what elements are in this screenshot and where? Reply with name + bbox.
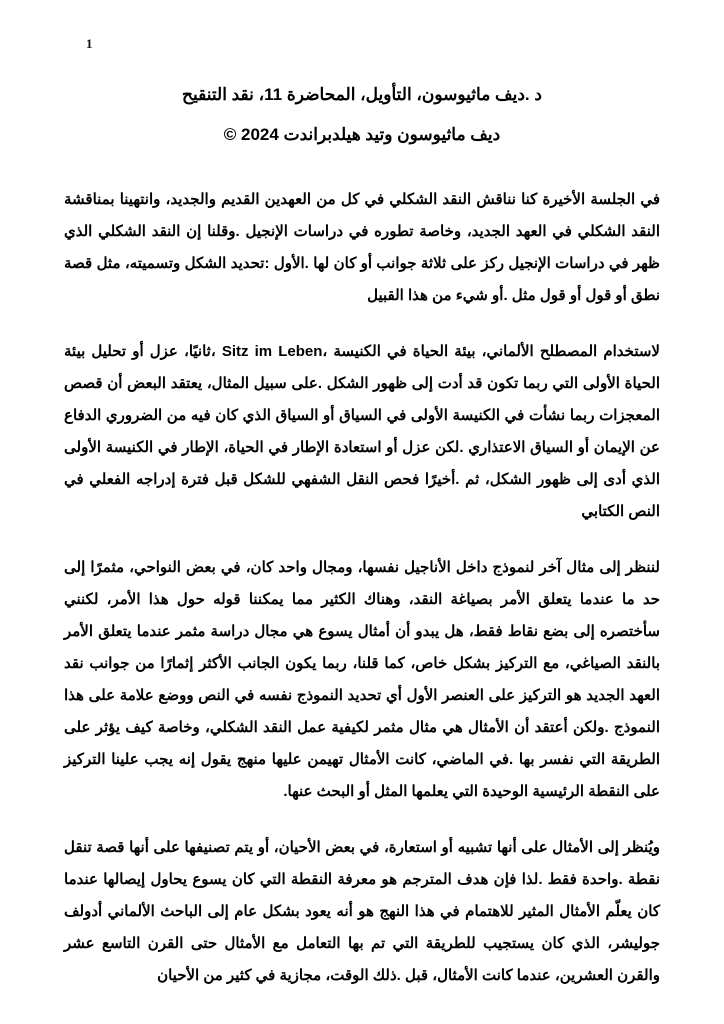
document-title: د .ديف ماثيوسون، التأويل، المحاضرة 11، نقد التنقيح bbox=[182, 85, 542, 104]
page-number: 1 bbox=[86, 36, 93, 51]
body-paragraph-2: لاستخدام المصطلح الألماني، بيئة الحياة في الكنيسة ،Sitz im Leben ،ثانيًا، عزل أو تحليل بيئة الحياة الأولى التي ربما تكون قد أدت إلى ظهور الشكل .على سبيل المثال، يعتقد البعض أن قصص المعجزات ربما نشأت في الكنيسة الأولى في السياق أو السياق الذي كان فيه من الضروري الدفاع عن الإيمان أو السياق الاعتذاري .لكن عزل أو استعادة الإطار في الحياة، الإطار في الكنيسة الأولى الذي أدى إلى ظهور الشكل، ثم .أخيرًا فحص النقل الشفهي للشكل قبل فترة إدراجه الفعلي في النص الكتابي bbox=[64, 343, 660, 520]
body-paragraph-3: لننظر إلى مثال آخر لنموذج داخل الأناجيل نفسها، ومجال واحد كان، في بعض النواحي، مثمرًا إلى حد ما عندما يتعلق الأمر بصياغة النقد، وهناك الكثير مما يمكننا قوله حول هذا الأمر، لكنني سأختصره إلى بضع نقاط فقط، هل يبدو أن أمثال يسوع هي مجال دراسة مثمر عندما يتعلق الأمر بالنقد الصياغي، مع التركيز بشكل خاص، كما قلنا، ربما يكون الجانب الأكثر إثمارًا من جوانب نقد العهد الجديد هو التركيز على العنصر الأول أي تحديد النموذج نفسه في النص ووضع علامة على هذا النموذج .ولكن أعتقد أن الأمثال هي مثال مثمر لكيفية عمل النقد الشكلي، وخاصة كيف يؤثر على الطريقة التي نفسر بها .في الماضي، كانت الأمثال تهيمن عليها منهج يقول إنه يجب علينا التركيز على النقطة الرئيسية الوحيدة التي يعلمها المثل أو البحث عنها. bbox=[64, 559, 661, 800]
document-copyright-line: ديف ماثيوسون وتيد هيلدبراندت 2024 © bbox=[223, 125, 501, 144]
document-body bbox=[64, 184, 660, 992]
body-paragraph-1: في الجلسة الأخيرة كنا نناقش النقد الشكلي في كل من العهدين القديم والجديد، وانتهينا بمناقشة النقد الشكلي في العهد الجديد، وخاصة تطوره في دراسات الإنجيل .وقلنا إن النقد الشكلي الذي ظهر في دراسات الإنجيل ركز على ثلاثة جوانب أو كان لها .الأول :تحديد الشكل وتسميته، مثل قصة نطق أو قول أو قول مثل .أو شيء من هذا القبيل bbox=[64, 191, 660, 304]
body-paragraph-4: ويُنظر إلى الأمثال على أنها تشبيه أو استعارة، في بعض الأحيان، أو يتم تصنيفها على أنها قصة تنقل نقطة .واحدة فقط .لذا فإن هدف المترجم هو معرفة النقطة التي كان يسوع يحاول إيصالها عندما كان يعلّم الأمثال المثير للاهتمام في هذا النهج هو أنه يعود بشكل عام إلى الباحث الألماني أدولف جوليشر، الذي كان يستجيب للطريقة التي تم بها التعامل مع الأمثال حتى القرن التاسع عشر والقرن العشرين، عندما كانت الأمثال، قبل .ذلك الوقت، مجازية في كثير من الأحيان bbox=[64, 839, 660, 984]
document-header bbox=[0, 0, 724, 148]
